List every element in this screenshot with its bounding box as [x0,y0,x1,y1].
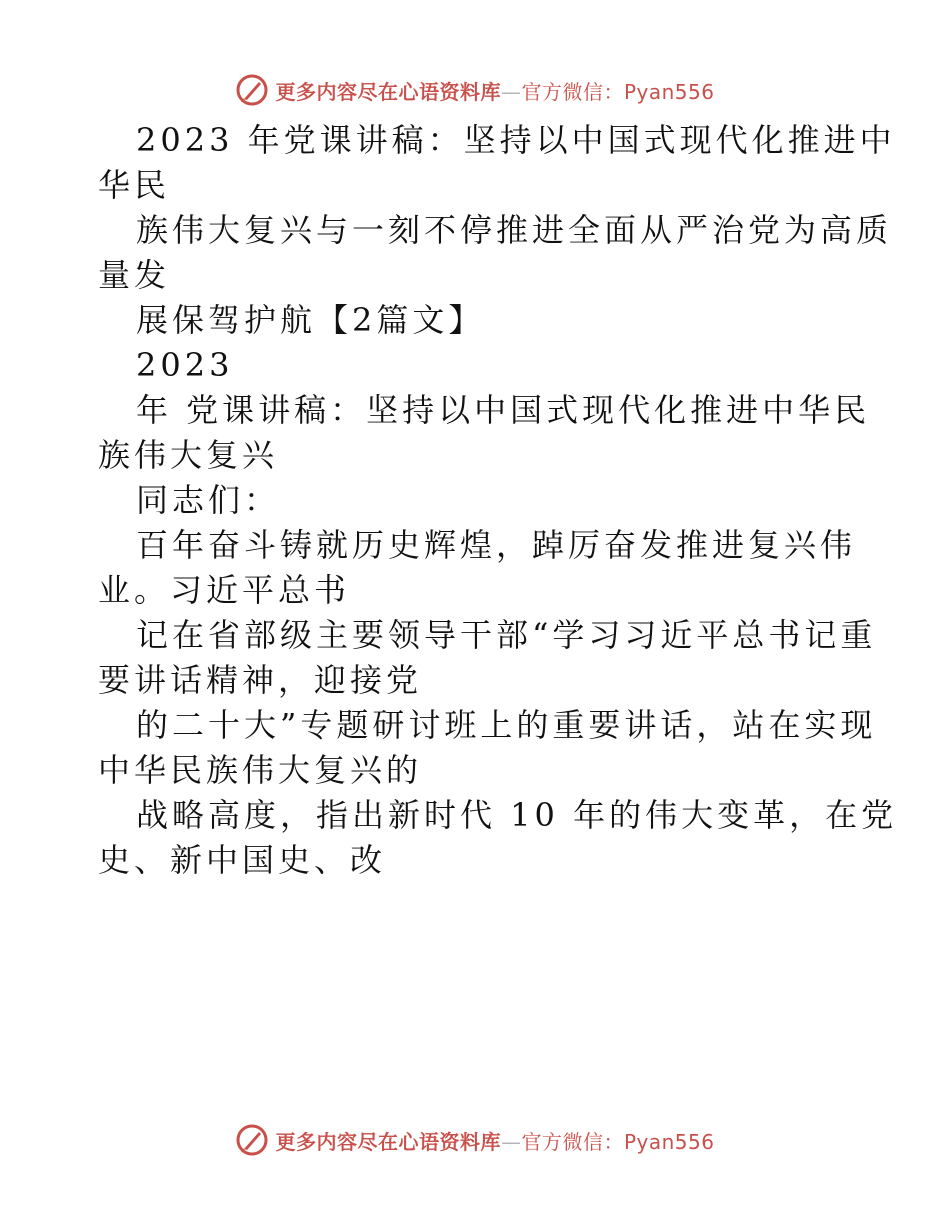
text-line: 战略高度，指出新时代 10 年的伟大变革，在党 [136,796,898,834]
text-line: 记在省部级主要领导干部“学习习近平总书记重 [136,616,877,654]
watermark-text: 更多内容尽在心语资料库—官方微信：Pyan556 [275,79,715,104]
text-line: 百年奋斗铸就历史辉煌，踔厉奋发推进复兴伟 [136,526,857,564]
text-line: 2023 [136,346,234,384]
text-line: 族伟大复兴与一刻不停推进全面从严治党为高质 [136,211,893,249]
document-body [98,118,898,883]
feather-pen-logo-icon [235,1123,269,1157]
header-watermark [0,70,950,110]
text-line: 年 党课讲稿：坚持以中国式现代化推进中华民 [136,391,871,429]
feather-pen-logo-icon [235,73,269,107]
text-line: 的二十大”专题研讨班上的重要讲话，站在实现 [136,706,877,744]
text-line: 史、新中国史、改 [98,841,387,879]
text-line: 中华民族伟大复兴的 [98,751,423,789]
text-line: 要讲话精神，迎接党 [98,661,423,699]
text-line: 2023 年党课讲稿：坚持以中国式现代化推进中 [136,121,896,159]
text-line: 展保驾护航【2篇文】 [136,301,485,339]
text-line: 华民 [98,166,171,204]
text-line: 族伟大复兴 [98,436,279,474]
text-line: 同志们： [136,481,281,519]
text-line: 业。习近平总书 [98,571,351,609]
watermark-text: 更多内容尽在心语资料库—官方微信：Pyan556 [275,1129,715,1154]
text-line: 量发 [98,256,171,294]
footer-watermark [0,1120,950,1160]
